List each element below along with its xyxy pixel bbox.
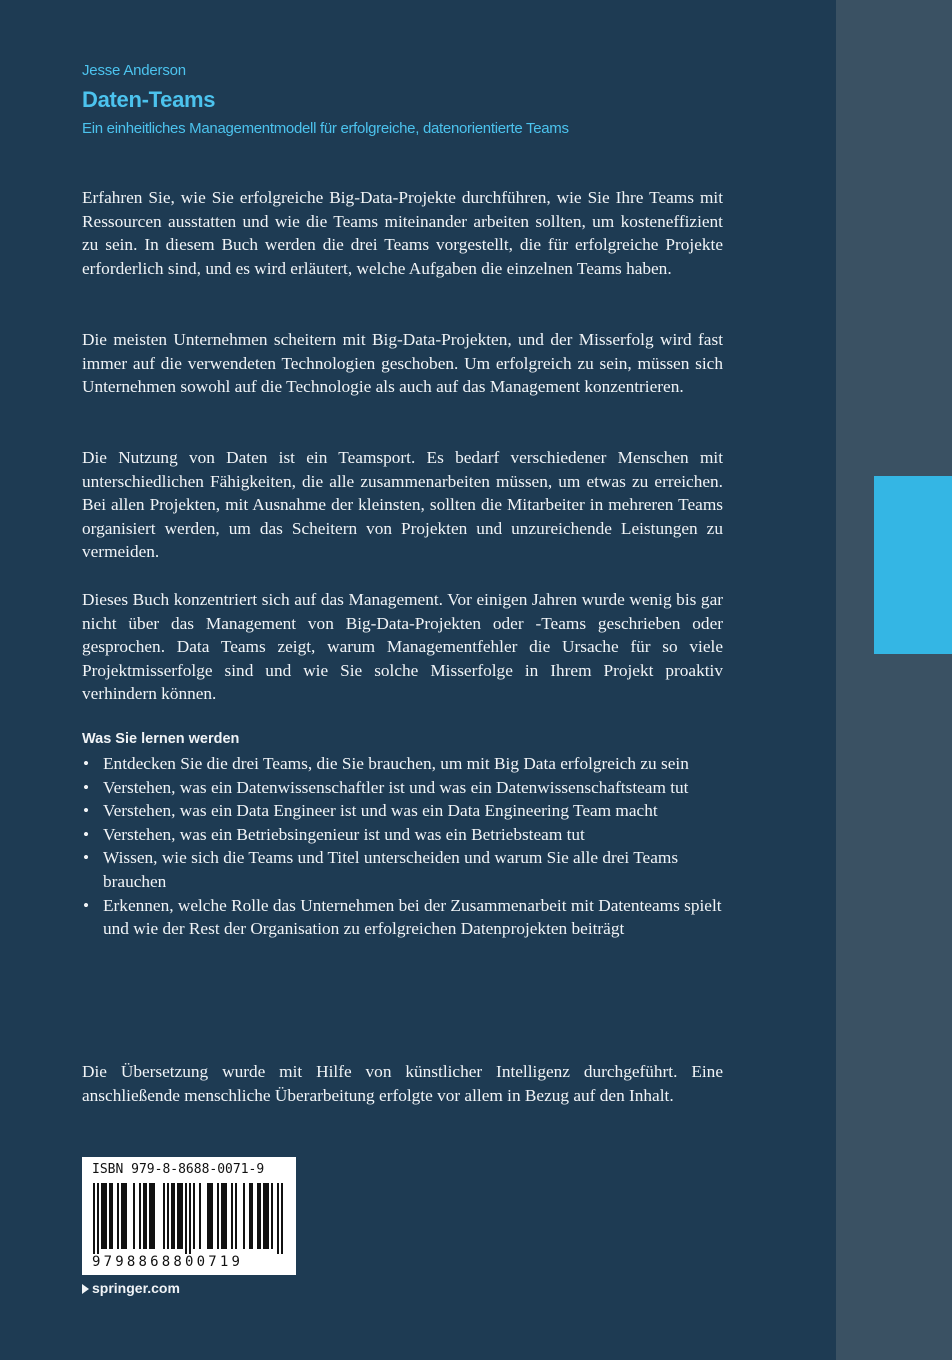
barcode-bar <box>251 1183 253 1249</box>
barcode-bar <box>117 1183 119 1249</box>
barcode-bar <box>153 1183 155 1249</box>
barcode-bar <box>145 1183 147 1249</box>
list-item-text: Verstehen, was ein Betriebsingenieur ist und was ein Betriebsteam tut <box>103 824 585 844</box>
list-item-text: Verstehen, was ein Datenwissenschaftler ist und was ein Datenwissenschaftsteam tut <box>103 777 689 797</box>
barcode-bar <box>105 1183 107 1249</box>
barcode-bar <box>193 1183 195 1249</box>
bullet-icon: • <box>83 824 90 844</box>
list-item <box>82 823 723 847</box>
list-item <box>82 776 723 800</box>
barcode-bar <box>151 1183 153 1249</box>
author-name: Jesse Anderson <box>82 62 186 79</box>
blurb-paragraph-3: Die Nutzung von Daten ist ein Teamsport. Es bedarf verschiedener Menschen mit unterschiedlichen Fähigkeiten, die alle zusammenarbeiten müssen, um etwas zu erreichen. Bei allen Projekten, mit Ausnahme der kleinsten, sollten die Mitarbeiter in mehreren Teams organisiert werden, um das Scheitern von Projekten und unzureichende Leistungen zu vermeiden. <box>82 448 723 562</box>
barcode-bar <box>281 1183 283 1257</box>
barcode-bar <box>163 1183 165 1249</box>
barcode-bar <box>149 1183 151 1249</box>
isbn-label: ISBN 979-8-8688-0071-9 <box>92 1162 265 1177</box>
learn-list <box>82 752 723 941</box>
blurb-paragraph-2: Die meisten Unternehmen scheitern mit Big-Data-Projekten, und der Misserfolg wird fast immer auf die verwendeten Technologien geschoben. Um erfolgreich zu sein, müssen sich Unternehmen sowohl auf die Technologie als auch auf das Management konzentrieren. <box>82 330 723 397</box>
barcode-bar <box>267 1183 269 1249</box>
ean-digits: 9798868800719 <box>92 1254 288 1270</box>
translation-note: Die Übersetzung wurde mit Hilfe von künstlicher Intelligenz durchgeführt. Eine anschließende menschliche Überarbeitung erfolgte vor allem in Bezug auf den Inhalt. <box>82 1062 723 1105</box>
blurb-paragraph-1: Erfahren Sie, wie Sie erfolgreiche Big-Data-Projekte durchführen, wie Sie Ihre Teams mit Ressourcen ausstatten und wie die Teams miteinander arbeiten sollten, um kosteneffizient zu sein. In diesem Buch werden die drei Teams vorgestellt, die für erfolgreiche Projekte erforderlich sind, und es wird erläutert, welche Aufgaben die einzelnen Teams haben. <box>82 188 723 278</box>
barcode-bar <box>265 1183 267 1249</box>
barcode-bar <box>97 1183 99 1257</box>
publisher-link[interactable] <box>82 1280 180 1296</box>
barcode-bar <box>199 1183 201 1249</box>
barcode-bar <box>211 1183 213 1249</box>
barcode-bar <box>277 1183 279 1257</box>
list-item-text: Erkennen, welche Rolle das Unternehmen bei der Zusammenarbeit mit Datenteams spielt und wie der Rest der Organisation zu erfolgreichen Datenprojekten beiträgt <box>103 895 722 939</box>
barcode-bar <box>103 1183 105 1249</box>
barcode-bar <box>185 1183 187 1257</box>
barcode-bar <box>263 1183 265 1249</box>
list-item-text: Verstehen, was ein Data Engineer ist und was ein Data Engineering Team macht <box>103 801 658 821</box>
bullet-icon: • <box>83 848 90 868</box>
barcode-bar <box>167 1183 169 1249</box>
barcode-bar <box>249 1183 251 1249</box>
barcode-bar <box>173 1183 175 1249</box>
isbn-barcode <box>82 1157 296 1275</box>
arrow-right-icon <box>82 1284 89 1294</box>
bullet-icon: • <box>83 895 90 915</box>
list-item <box>82 894 723 941</box>
barcode-bar <box>139 1183 141 1249</box>
barcode-bar <box>177 1183 179 1249</box>
barcode-bar <box>181 1183 183 1249</box>
bullet-icon: • <box>83 754 90 773</box>
barcode-bar <box>217 1183 219 1249</box>
list-item <box>82 846 723 893</box>
barcode-bar <box>235 1183 237 1249</box>
book-title: Daten-Teams <box>82 87 216 112</box>
barcode-bar <box>189 1183 191 1257</box>
barcode-bar <box>225 1183 227 1249</box>
barcode-bar <box>179 1183 181 1249</box>
barcode-bar <box>259 1183 261 1249</box>
barcode-bar <box>121 1183 123 1249</box>
barcode-bar <box>101 1183 103 1249</box>
barcode-bar <box>243 1183 245 1249</box>
barcode-bars <box>90 1183 288 1257</box>
list-item-text: Wissen, wie sich die Teams und Titel unterscheiden und warum Sie alle drei Teams brauchen <box>103 848 679 891</box>
barcode-bar <box>209 1183 211 1249</box>
barcode-bar <box>231 1183 233 1249</box>
barcode-bar <box>223 1183 225 1249</box>
barcode-bar <box>109 1183 111 1249</box>
barcode-bar <box>111 1183 113 1249</box>
barcode-bar <box>123 1183 125 1249</box>
barcode-bar <box>93 1183 95 1257</box>
list-item <box>82 799 723 823</box>
list-item-text: Entdecken Sie die drei Teams, die Sie brauchen, um mit Big Data erfolgreich zu sein <box>103 754 689 773</box>
bullet-icon: • <box>83 801 90 821</box>
spine-accent-block <box>874 476 952 654</box>
book-subtitle: Ein einheitliches Managementmodell für erfolgreiche, datenorientierte Teams <box>82 120 569 137</box>
bullet-icon: • <box>83 777 90 797</box>
barcode-bar <box>125 1183 127 1249</box>
barcode-bar <box>171 1183 173 1249</box>
barcode-bar <box>257 1183 259 1249</box>
learn-heading: Was Sie lernen werden <box>82 731 240 747</box>
blurb-paragraph-4: Dieses Buch konzentriert sich auf das Management. Vor einigen Jahren wurde wenig bis gar nicht über das Management von Big-Data-Projekten oder -Teams geschrieben oder gesprochen. Data Teams zeigt, warum Managementfehler die Ursache für so viele Projektmisserfolge sind und wie Sie solche Misserfolge in Ihrem Projekt proaktiv verhindern können. <box>82 590 723 704</box>
barcode-bar <box>271 1183 273 1249</box>
spine-strip <box>836 0 952 1360</box>
barcode-bar <box>207 1183 209 1249</box>
barcode-bar <box>143 1183 145 1249</box>
publisher-url: springer.com <box>92 1280 180 1296</box>
list-item <box>82 752 723 776</box>
barcode-bar <box>221 1183 223 1249</box>
barcode-bar <box>133 1183 135 1249</box>
